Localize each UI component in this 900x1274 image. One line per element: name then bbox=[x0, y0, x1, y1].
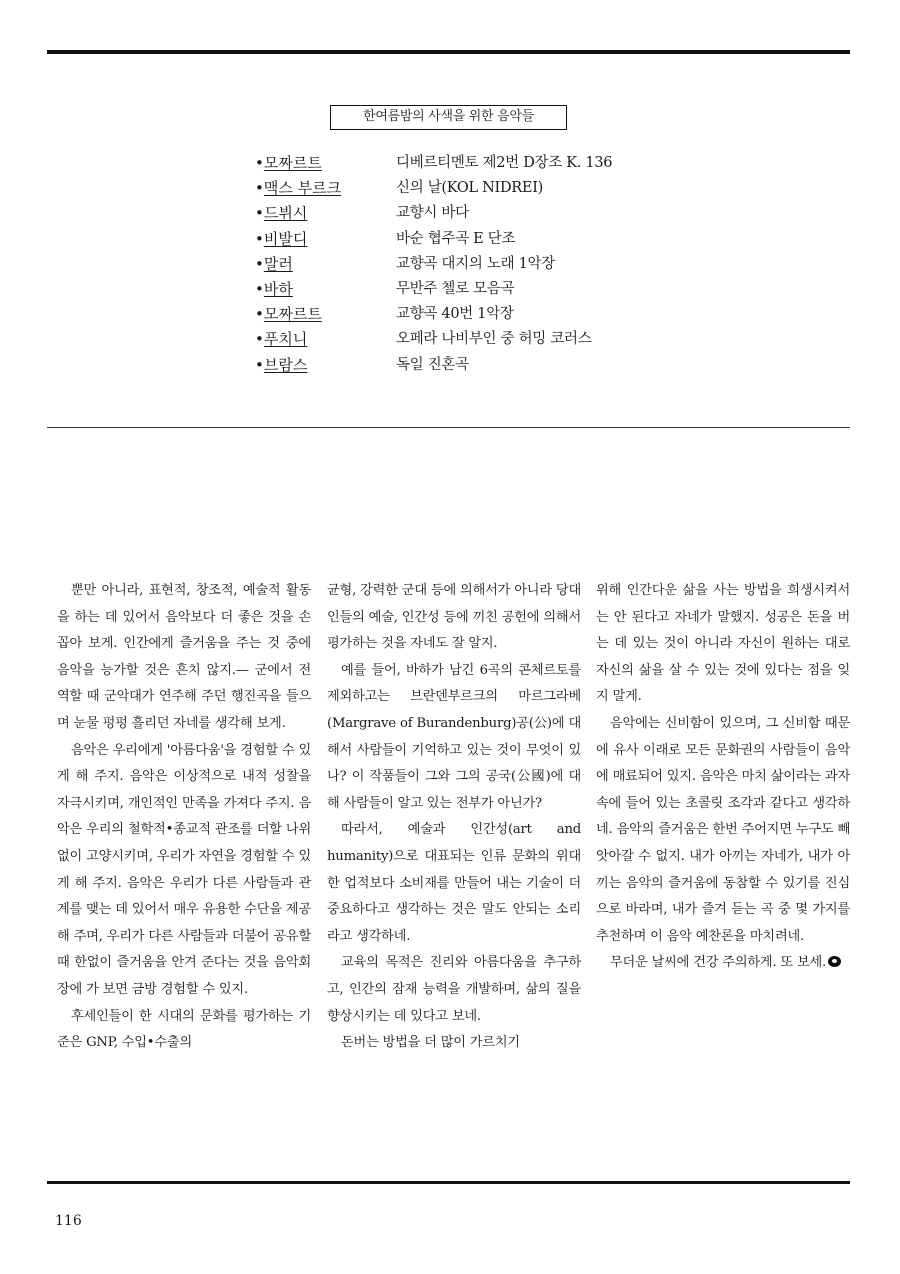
work-title: 독일 진혼곡 bbox=[396, 356, 469, 373]
paragraph: 따라서, 예술과 인간성(art and humanity)으로 대표되는 인류 문화의 위대한 업적보다 소비재를 만들어 내는 기술이 더 중요하다고 생각하는 것은 말도 안되는 소리라고 생각하네. bbox=[327, 822, 581, 944]
composer-name: 모짜르트 bbox=[263, 305, 322, 324]
work-title: 디베르티멘토 제2번 D장조 K. 136 bbox=[396, 155, 613, 171]
playlist bbox=[255, 151, 695, 378]
list-item: •푸치니 오페라 나비부인 중 허밍 코러스 bbox=[255, 327, 695, 352]
paragraph: 교육의 목적은 진리와 아름다움을 추구하고, 인간의 잠재 능력을 개발하며, 삶의 질을 향상시키는 데 있다고 보네. bbox=[327, 955, 581, 1024]
end-mark-icon bbox=[828, 956, 841, 967]
work-title: 무반주 첼로 모음곡 bbox=[396, 280, 515, 297]
composer-name: 맥스 부르크 bbox=[263, 179, 342, 198]
work-title: 교향곡 대지의 노래 1악장 bbox=[396, 255, 555, 272]
list-item: •모짜르트 교향곡 40번 1악장 bbox=[255, 302, 695, 327]
paragraph: 음악에는 신비함이 있으며, 그 신비함 때문에 유사 이래로 모든 문화권의 사람들이 음악에 매료되어 있지. 음악은 마치 삶이라는 과자 속에 들어 있는 초콜릿 조각과 같다고 생각하네. 음악의 즐거움은 한번 주어지면 누구도 빼앗아갈 수 없지. 내가 아끼는 자네가, 내가 아끼는 음악의 즐거움에 동참할 수 있기를 진심으로 바라며, 내가 즐겨 듣는 곡 중 몇 가지를 추천하며 이 음악 예찬론을 마치려네. bbox=[596, 715, 850, 944]
text-column-2 bbox=[327, 578, 581, 1057]
paragraph: 뿐만 아니라, 표현적, 창조적, 예술적 활동을 하는 데 있어서 음악보다 더 좋은 것을 손꼽아 보게. 인간에게 즐거움을 주는 것 중에 음악을 능가할 것은 흔치 않지.— 군에서 전역할 때 군악대가 연주해 주던 행진곡을 들으며 눈물 펑펑 흘리던 자네를 생각해 보게. bbox=[57, 583, 311, 731]
paragraph: 음악은 우리에게 '아름다움'을 경험할 수 있게 해 주지. 음악은 이상적으로 내적 성찰을 자극시키며, 개인적인 만족을 가져다 주지. 음악은 우리의 철학적•종교적 관조를 더할 나위없이 고양시키며, 우리가 자연을 경험할 수 있게 해 주지. 음악은 우리가 다른 사람들과 관계를 맺는 데 있어서 매우 유용한 수단을 제공해 주며, 우리가 다른 사람들과 더불어 공유할 때 한없이 즐거움을 안겨 준다는 것을 음악회장에 가 보면 금방 경험할 수 있지. bbox=[57, 742, 311, 997]
bottom-rule bbox=[47, 1181, 850, 1184]
paragraph: 예를 들어, 바하가 남긴 6곡의 콘체르토를 제외하고는 브란덴부르크의 마르그라베(Margrave of Burandenburg)공(公)에 대해서 사람들이 기억하고 있는 것이 무엇이 있나? 이 작품들이 그와 그의 공국(公國)에 대해 사람들이 알고 있는 전부가 아닌가? bbox=[327, 662, 581, 811]
list-item: •브람스 독일 진혼곡 bbox=[255, 353, 695, 378]
list-item: •말러 교향곡 대지의 노래 1악장 bbox=[255, 252, 695, 277]
composer-name: 푸치니 bbox=[263, 330, 308, 349]
list-item: •바하 무반주 첼로 모음곡 bbox=[255, 277, 695, 302]
section-divider bbox=[47, 427, 850, 428]
composer-name: 브람스 bbox=[263, 355, 308, 374]
work-title: 신의 날(KOL NIDREI) bbox=[396, 180, 543, 197]
paragraph: 무더운 날씨에 건강 주의하게. 또 보세. bbox=[610, 955, 827, 971]
work-title: 바순 협주곡 E 단조 bbox=[396, 230, 516, 247]
composer-name: 모짜르트 bbox=[263, 154, 322, 172]
paragraph: 균형, 강력한 군대 등에 의해서가 아니라 당대인들의 예술, 인간성 등에 끼친 공헌에 의해서 평가하는 것을 자네도 잘 알지. bbox=[327, 583, 581, 652]
work-title: 오페라 나비부인 중 허밍 코러스 bbox=[396, 331, 592, 348]
composer-name: 드뷔시 bbox=[263, 204, 308, 223]
list-item: •맥스 부르크 신의 날(KOL NIDREI) bbox=[255, 176, 695, 201]
list-item: •모짜르트 디베르티멘토 제2번 D장조 K. 136 bbox=[255, 151, 695, 176]
text-column-1 bbox=[57, 578, 311, 1057]
list-item: •드뷔시 교향시 바다 bbox=[255, 201, 695, 226]
page-number: 116 bbox=[55, 1213, 82, 1229]
composer-name: 바하 bbox=[263, 279, 293, 298]
list-item: •비발디 바순 협주곡 E 단조 bbox=[255, 227, 695, 252]
paragraph: 위해 인간다운 삶을 사는 방법을 희생시켜서는 안 된다고 자네가 말했지. 성공은 돈을 버는 데 있는 것이 아니라 자신이 원하는 대로 자신의 삶을 살 수 있는 것에 있다는 점을 잊지 말게. bbox=[596, 583, 850, 705]
work-title: 교향시 바다 bbox=[396, 205, 469, 222]
composer-name: 비발디 bbox=[263, 229, 308, 248]
composer-name: 말러 bbox=[263, 254, 293, 273]
work-title: 교향곡 40번 1악장 bbox=[396, 306, 514, 323]
top-rule bbox=[47, 50, 850, 54]
paragraph: 후세인들이 한 시대의 문화를 평가하는 기준은 GNP, 수입•수출의 bbox=[57, 1008, 311, 1051]
text-column-3 bbox=[596, 578, 850, 977]
paragraph: 돈버는 방법을 더 많이 가르치기 bbox=[341, 1035, 520, 1051]
playlist-box-title: 한여름밤의 사색을 위한 음악들 bbox=[330, 105, 567, 130]
